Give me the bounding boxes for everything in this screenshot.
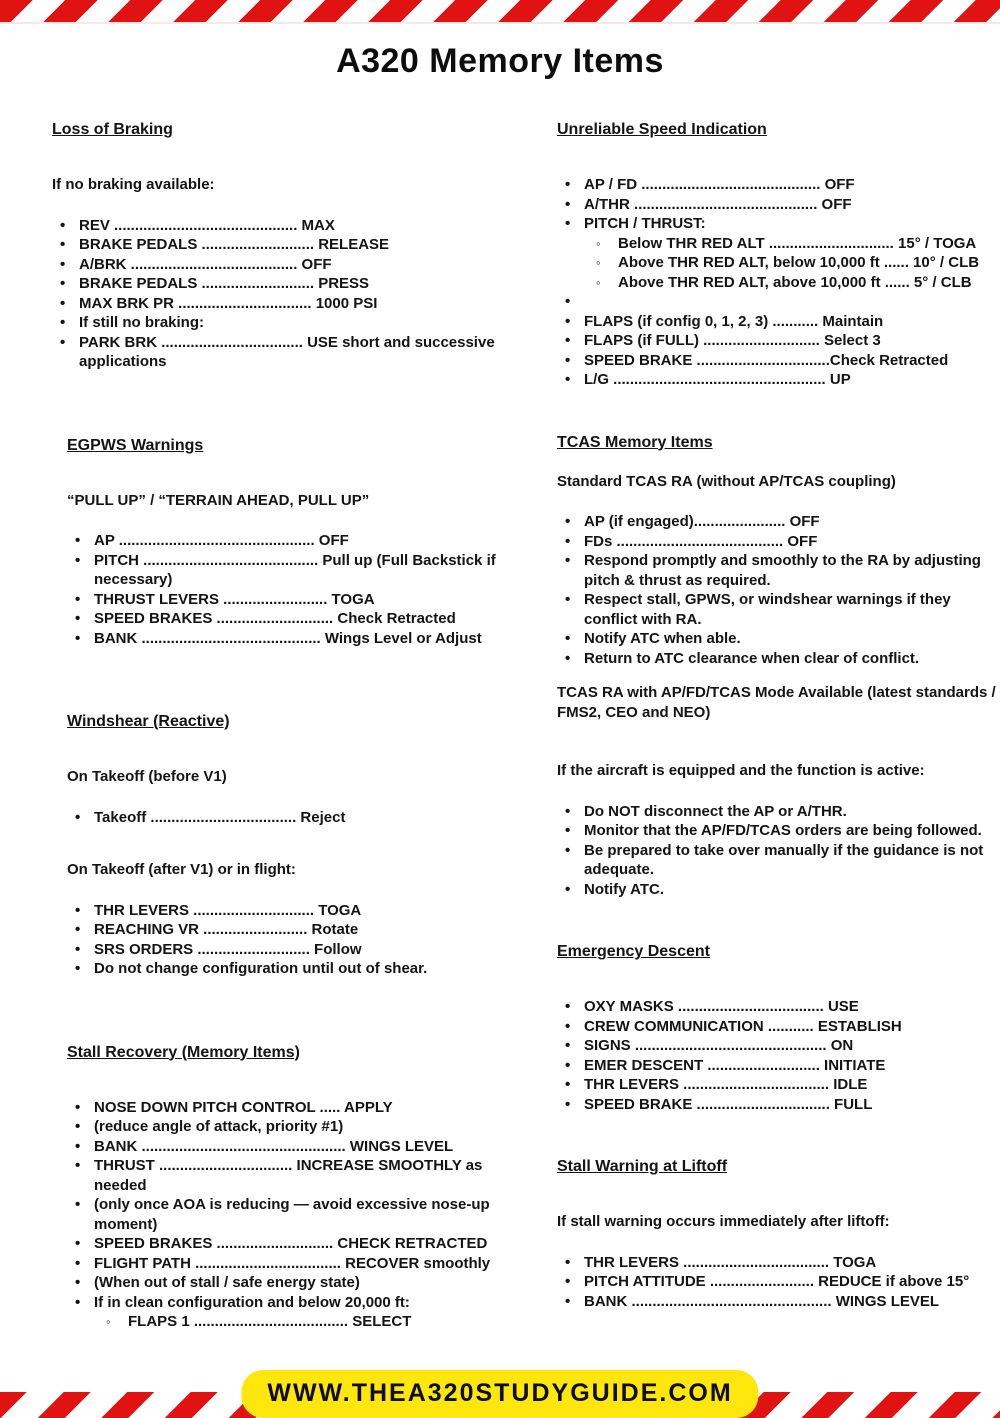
item-text: REACHING VR ......................... Rotate [94,921,359,938]
checklist-item [565,1036,997,1056]
bullet-icon: • [60,333,66,351]
bullet-icon: • [565,591,571,608]
checklist-item [596,253,997,273]
bullet-icon: • [60,275,66,292]
checklist-item [565,880,997,900]
checklist-item [565,1272,997,1292]
checklist-item [60,216,512,236]
checklist-item [565,195,997,215]
checklist-item [565,351,997,371]
section-stall-recovery-memory-items [52,1044,512,1332]
checklist [557,175,997,390]
checklist-item [75,629,512,649]
bullet-icon: • [75,629,81,647]
checklist-item [565,649,997,669]
item-text: FLAPS (if FULL) ............................ Select 3 [584,332,881,349]
bullet-icon: • [565,195,571,213]
item-text: Monitor that the AP/FD/TCAS orders are being followed. [584,822,982,839]
bullet-icon: • [565,1273,571,1290]
checklist-item [565,532,997,552]
item-text: Takeoff ................................... Reject [94,808,346,826]
bullet-icon: • [565,176,571,193]
bullet-icon: • [75,960,81,977]
subheading: Standard TCAS RA (without AP/TCAS coupling) [557,472,896,490]
item-text: Be prepared to take over manually if the guidance is not adequate. [584,841,984,878]
bullet-icon: • [565,630,571,647]
item-text: AP / FD ........................................... OFF [584,176,855,193]
checklist-item [565,1017,997,1037]
item-text: CREW COMMUNICATION ........... ESTABLISH [584,1017,902,1035]
checklist-item [75,590,512,610]
website-badge [241,1370,758,1418]
checklist-item [565,312,997,332]
bullet-icon: • [75,940,81,958]
section-heading: Windshear (Reactive) [67,713,230,730]
bullet-icon: • [565,998,571,1015]
subheading: On Takeoff (after V1) or in flight: [67,861,296,878]
item-text: BANK ........................................... Wings Level or Adjust [94,629,482,647]
item-text: FDs ........................................ OFF [584,532,818,550]
item-text: Return to ATC clearance when clear of conflict. [584,649,920,667]
bullet-icon: • [565,513,571,530]
section-windshear-reactive [52,713,512,979]
bullet-icon: • [565,1253,571,1271]
bullet-icon: • [75,1274,81,1291]
checklist-item [60,255,512,275]
section-heading: Emergency Descent [557,943,710,960]
checklist-item [75,920,512,940]
checklist [67,1098,512,1332]
item-text: SPEED BRAKE ................................Check Retracted [584,351,949,369]
checklist-item [75,1137,512,1157]
item-text: (only once AOA is reducing — avoid excessive nose-up moment) [94,1196,490,1233]
section-tcas-memory-items [557,434,997,900]
item-text: If in clean configuration and below 20,000 ft: [94,1293,410,1311]
section-heading: Loss of Braking [52,121,173,138]
circle-bullet-icon: ◦ [596,235,601,251]
bullet-icon: • [60,216,66,234]
bullet-icon: • [565,1095,571,1113]
checklist-item [565,175,997,195]
bullet-icon: • [75,1196,81,1213]
right-column [557,121,997,1311]
item-text: NOSE DOWN PITCH CONTROL ..... APPLY [94,1098,393,1116]
item-text: FLIGHT PATH ................................... RECOVER smoothly [94,1254,491,1272]
checklist-item [75,1254,512,1274]
bullet-icon: • [60,294,66,312]
checklist-item [106,1312,512,1332]
item-text: Notify ATC. [584,880,664,898]
bullet-icon: • [565,1076,571,1093]
bullet-icon: • [565,841,571,859]
section-egpws-warnings [52,437,512,649]
bullet-icon: • [75,808,81,826]
circle-bullet-icon: ◦ [106,1314,111,1329]
bullet-icon: • [565,1056,571,1074]
item-text: FLAPS (if config 0, 1, 2, 3) ........... Maintain [584,312,884,330]
checklist-item [75,959,512,979]
bullet-icon: • [565,215,571,232]
bullet-icon: • [565,880,571,898]
checklist-item [75,1117,512,1137]
bullet-icon: • [75,921,81,938]
subheading: TCAS RA with AP/FD/TCAS Mode Available (latest standards / FMS2, CEO and NEO) [557,684,996,721]
checklist [557,512,997,668]
bullet-icon: • [565,822,571,839]
item-text: Notify ATC when able. [584,630,741,647]
item-text: FLAPS 1 ..................................... SELECT [128,1313,412,1330]
section-loss-of-braking [52,121,512,372]
item-text: THR LEVERS ................................... IDLE [584,1076,868,1093]
item-text: Respect stall, GPWS, or windshear warnings if they conflict with RA. [584,591,951,628]
bullet-icon: • [565,649,571,667]
left-column [52,121,512,1332]
checklist [557,802,997,900]
bullet-icon: • [565,312,571,330]
checklist-item [565,1095,997,1115]
checklist-item [565,629,997,649]
checklist-item [565,1253,997,1273]
checklist-item [565,292,997,312]
checklist [557,997,997,1114]
checklist-item [565,512,997,532]
item-text: Do NOT disconnect the AP or A/THR. [584,802,847,820]
checklist-item [565,997,997,1017]
checklist-item [565,1292,997,1312]
checklist-item [75,901,512,921]
section-heading: Unreliable Speed Indication [557,121,767,138]
checklist-item [60,333,512,372]
item-text: THRUST LEVERS ......................... TOGA [94,590,375,608]
content-columns [0,81,1000,1332]
checklist-item [75,531,512,551]
bullet-icon: • [565,802,571,820]
bullet-icon: • [565,351,571,369]
item-text: BRAKE PEDALS ........................... PRESS [79,275,370,292]
bullet-icon: • [565,1292,571,1310]
checklist-item [75,1098,512,1118]
checklist-item [75,1156,512,1195]
bullet-icon: • [565,332,571,349]
bullet-icon: • [75,901,81,919]
bullet-icon: • [75,1137,81,1155]
item-text: PITCH ATTITUDE ......................... REDUCE if above 15° [584,1273,970,1290]
bullet-icon: • [565,532,571,550]
section-unreliable-speed-indication [557,121,997,390]
bullet-icon: • [75,610,81,627]
item-text: PARK BRK .................................. USE short and successive applications [79,333,495,370]
item-text: BANK ................................................ WINGS LEVEL [584,1292,940,1310]
subheading: On Takeoff (before V1) [67,768,227,785]
bullet-icon: • [565,293,571,310]
item-text: L/G ................................................... UP [584,371,851,388]
checklist-item [75,808,512,828]
checklist [67,901,512,979]
bullet-icon: • [75,551,81,569]
item-text: SPEED BRAKES ............................ Check Retracted [94,610,456,627]
item-text: Respond promptly and smoothly to the RA by adjusting pitch & thrust as required. [584,552,981,589]
item-text: A/BRK ........................................ OFF [79,255,332,273]
bullet-icon: • [75,1157,81,1174]
subheading: If the aircraft is equipped and the function is active: [557,762,925,779]
circle-bullet-icon: ◦ [596,255,601,270]
checklist-item [565,370,997,390]
item-text: AP (if engaged)...................... OFF [584,513,820,530]
item-text: SPEED BRAKES ............................ CHECK RETRACTED [94,1235,488,1252]
item-text: BANK ................................................. WINGS LEVEL [94,1137,454,1155]
item-text: Above THR RED ALT, above 10,000 ft ...... 5° / CLB [618,273,972,291]
checklist-item [60,274,512,294]
checklist-item [60,294,512,314]
bullet-icon: • [565,552,571,569]
bullet-icon: • [75,1098,81,1116]
item-text: AP ............................................... OFF [94,532,349,549]
item-text: PITCH / THRUST: [584,215,706,232]
checklist-item [565,1056,997,1076]
item-text: REV ............................................ MAX [79,216,335,234]
item-text: SRS ORDERS ........................... Follow [94,940,362,958]
bullet-icon: • [60,236,66,253]
item-text: EMER DESCENT ........................... INITIATE [584,1056,886,1074]
page-title: A320 Memory Items [336,42,664,80]
bullet-icon: • [75,1118,81,1135]
subheading: If no braking available: [52,176,215,193]
item-text: OXY MASKS ................................... USE [584,998,859,1015]
checklist [67,808,512,828]
bullet-icon: • [565,1037,571,1054]
checklist-item [565,551,997,590]
item-text: THR LEVERS ................................... TOGA [584,1253,877,1271]
bullet-icon: • [565,371,571,388]
checklist-item [565,590,997,629]
circle-bullet-icon: ◦ [596,274,601,290]
checklist-item [596,234,997,254]
section-heading: Stall Recovery (Memory Items) [67,1043,300,1061]
item-text: If still no braking: [79,314,205,331]
checklist-item [75,1293,512,1313]
subheading: “PULL UP” / “TERRAIN AHEAD, PULL UP” [67,491,370,509]
checklist-item [565,1075,997,1095]
bullet-icon: • [75,1254,81,1272]
item-text: THRUST ................................ INCREASE SMOOTHLY as needed [94,1157,483,1194]
subheading: If stall warning occurs immediately after liftoff: [557,1213,890,1230]
item-text: (When out of stall / safe energy state) [94,1274,360,1291]
item-text: PITCH .......................................... Pull up (Full Backstick if necessary) [94,551,496,588]
item-text: Below THR RED ALT .............................. 15° / TOGA [618,234,977,252]
item-text: (reduce angle of attack, priority #1) [94,1118,344,1135]
checklist [52,216,512,372]
bullet-icon: • [75,1235,81,1252]
checklist-item [75,940,512,960]
checklist-item [75,1273,512,1293]
section-heading: Stall Warning at Liftoff [557,1158,728,1175]
item-text: MAX BRK PR ................................ 1000 PSI [79,294,378,312]
checklist-item [596,273,997,293]
item-text: Do not change configuration until out of shear. [94,960,428,977]
checklist-item [565,821,997,841]
section-stall-warning-at-liftoff [557,1158,997,1311]
website-url: WWW.THEA320STUDYGUIDE.COM [267,1379,733,1407]
checklist-item [75,1195,512,1234]
item-text: SPEED BRAKE ................................ FULL [584,1095,873,1113]
bullet-icon: • [75,1293,81,1311]
item-text: Above THR RED ALT, below 10,000 ft ...... 10° / CLB [618,254,980,271]
bullet-icon: • [60,255,66,273]
item-text: SIGNS .............................................. ON [584,1037,854,1054]
section-heading: EGPWS Warnings [67,436,204,454]
checklist-item [75,1234,512,1254]
checklist-item [75,551,512,590]
checklist-item [60,313,512,333]
section-heading: TCAS Memory Items [557,433,713,451]
checklist-item [565,841,997,880]
checklist-item [565,214,997,234]
bullet-icon: • [565,1017,571,1035]
checklist-item [60,235,512,255]
item-text: THR LEVERS ............................. TOGA [94,901,362,919]
checklist [67,531,512,648]
bullet-icon: • [75,532,81,549]
checklist [557,1253,997,1312]
checklist-item [565,331,997,351]
checklist-item [75,609,512,629]
checklist-item [565,802,997,822]
bullet-icon: • [75,590,81,608]
section-emergency-descent [557,943,997,1114]
item-text: BRAKE PEDALS ........................... RELEASE [79,236,390,253]
hazard-stripe-top-icon [0,0,1000,24]
bullet-icon: • [60,314,66,331]
item-text: A/THR ............................................ OFF [584,195,852,213]
